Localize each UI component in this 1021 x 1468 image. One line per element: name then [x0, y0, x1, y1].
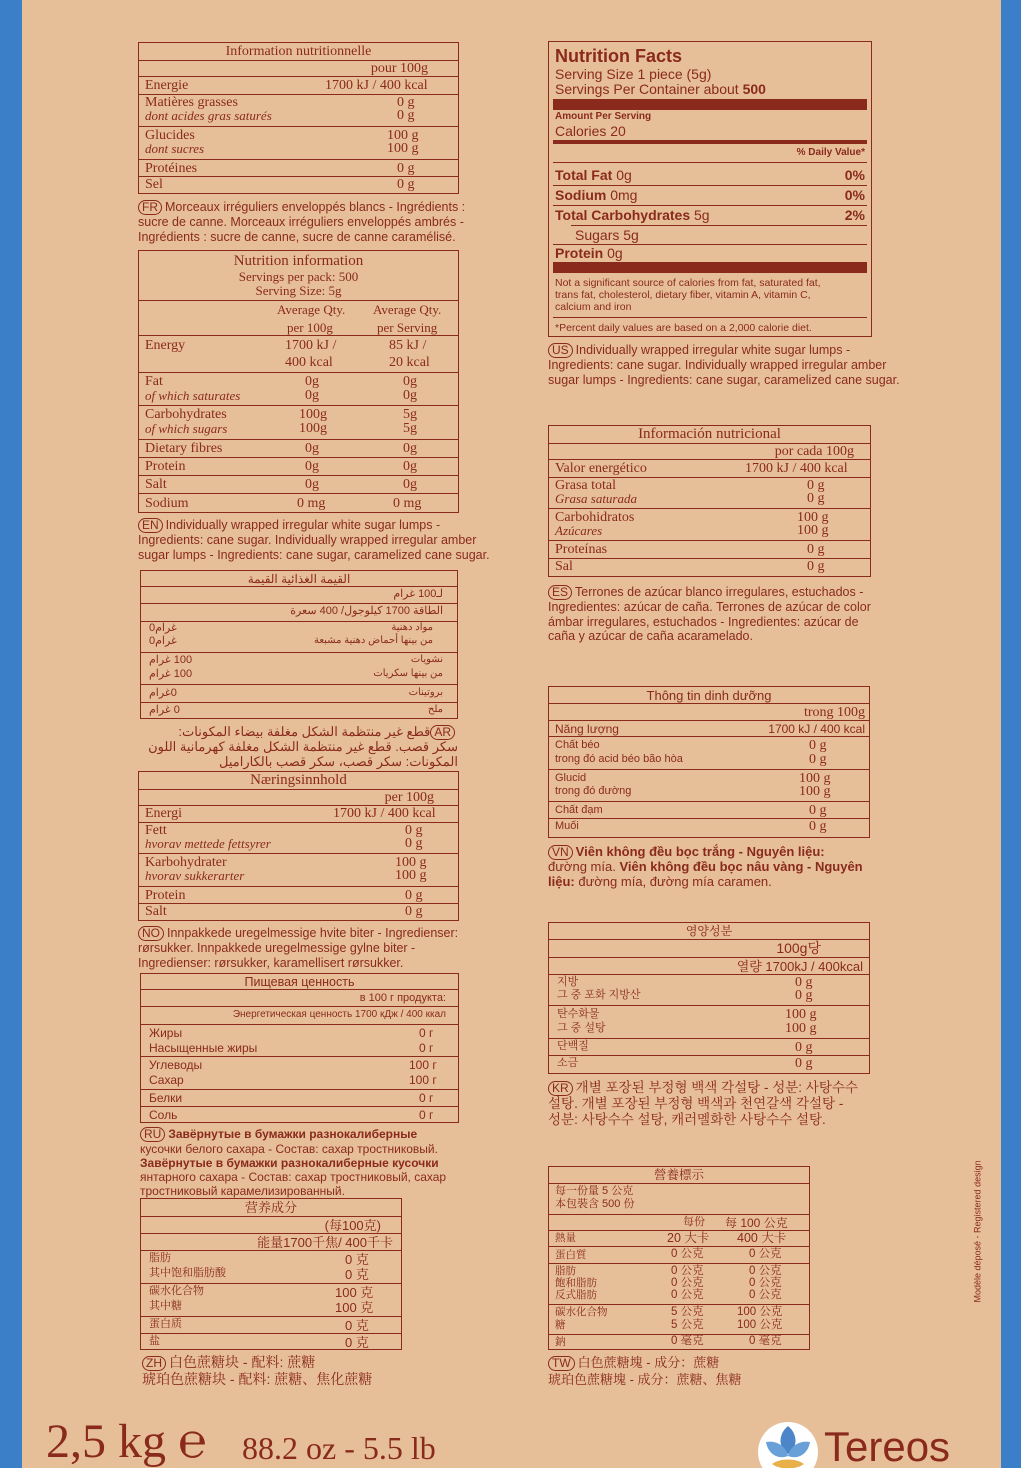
en-salt-label: Salt — [145, 477, 167, 492]
vn-ingredients — [548, 845, 863, 889]
es-sat-value: 0 g — [807, 491, 825, 506]
es-sat-label: Grasa saturada — [555, 491, 637, 506]
es-per: por cada 100g — [774, 444, 854, 459]
en-note-line1: Individually wrapped irregular white sugar lumps - — [165, 518, 441, 532]
no-salt-value: 0 g — [405, 904, 423, 919]
tw-trans-serv: 0 公克 — [671, 1289, 704, 1301]
kr-title: 영양성분 — [685, 924, 733, 938]
vn-energy-value: 1700 kJ / 400 kcal — [768, 722, 865, 736]
no-nutrition-table — [138, 771, 459, 921]
fr-per: pour 100g — [370, 61, 428, 76]
zh-badge: ZH — [142, 1356, 166, 1371]
tw-energy-label: 熱量 — [555, 1232, 576, 1244]
zh-sat-value: 0 克 — [345, 1267, 369, 1282]
es-fat-label: Grasa total — [555, 478, 617, 493]
ar-fat-label: مواد دهنية — [391, 622, 433, 633]
package-panel — [22, 0, 1001, 1468]
us-fat-label: Total Fat — [555, 167, 613, 183]
fr-sugars-value: 100 g — [387, 141, 419, 156]
fr-ingredients — [138, 200, 465, 244]
ar-carb-value: 100 غرام — [149, 654, 193, 666]
zh-fat-label: 脂肪 — [149, 1252, 171, 1264]
us-badge: US — [548, 343, 573, 358]
ar-sugars-label: من بينها سكريات — [373, 668, 443, 679]
ar-badge: AR — [430, 725, 455, 740]
vn-carb-value: 100 g — [799, 771, 831, 786]
vn-protein-value: 0 g — [809, 803, 827, 818]
zh-note-line2: 琥珀色蔗糖块 - 配料: 蔗糖、焦化蔗糖 — [142, 1371, 373, 1387]
estimated-sign-icon: ℮ — [178, 1415, 207, 1468]
tw-protein-label: 蛋白質 — [555, 1249, 587, 1261]
en-sugars-100g: 100g — [299, 421, 327, 436]
es-carb-label: Carbohidratos — [555, 510, 635, 525]
tw-servings: 本包裝含 500 份 — [555, 1198, 635, 1210]
net-weight-imperial: 88.2 oz - 5.5 lb — [242, 1430, 436, 1466]
zh-sugars-label: 其中糖 — [149, 1300, 182, 1312]
fr-salt-label: Sel — [145, 177, 163, 192]
tereos-flower-icon — [756, 1420, 820, 1468]
fr-sugars-label: dont sucres — [145, 141, 205, 156]
en-sat-100g: 0g — [305, 388, 319, 403]
tw-note-line2: 琥珀色蔗糖塊 - 成分：蔗糖、焦糖 — [548, 1372, 742, 1387]
vn-note-line3a: liệu: — [548, 873, 579, 889]
en-fibre-serv: 0g — [403, 441, 417, 456]
net-weight — [46, 1415, 207, 1468]
us-thick-rule-top — [553, 99, 867, 110]
vn-title: Thông tin dinh dưỡng — [646, 688, 772, 703]
es-title: Información nutricional — [638, 426, 781, 442]
es-note-line3: ámbar irregulares, estuchados - Ingredientes: azúcar de — [548, 614, 859, 629]
ru-sat-value: 0 г — [419, 1041, 434, 1055]
en-energy-serv-kcal: 20 kcal — [389, 355, 430, 370]
tw-sugar-label: 糖 — [555, 1319, 566, 1331]
kr-fat-value: 0 g — [795, 975, 813, 990]
ar-fat-value: 0غرام — [149, 622, 177, 634]
en-col2-sub: per Serving — [377, 320, 438, 335]
tw-col2-head: 每 100 公克 — [725, 1216, 788, 1230]
us-fine-print-line1: Not a significant source of calories from fat, saturated fat, — [555, 277, 821, 289]
fr-note-line3: Ingrédients : sucre de canne, sucre de canne caramélisé. — [138, 229, 456, 244]
us-sugars: Sugars 5g — [575, 227, 639, 243]
us-note-line3: sugar lumps - Ingredients: cane sugar, caramelized cane sugar. — [548, 372, 900, 387]
ru-salt-value: 0 г — [419, 1108, 434, 1122]
fr-note-line2: sucre de canne. Morceaux irréguliers enveloppés ambrés - — [138, 215, 464, 229]
kr-note-line2: 설탕. 개별 포장된 부정형 백색과 천연갈색 각설탕 - — [548, 1096, 844, 1111]
en-col1-sub: per 100g — [287, 320, 333, 335]
ar-ingredients — [138, 725, 458, 769]
tereos-wordmark: Tereos — [824, 1423, 951, 1468]
es-energy-label: Valor energético — [555, 461, 647, 476]
no-fat-value: 0 g — [405, 823, 423, 838]
zh-note-line1: 白色蔗糖块 - 配料: 蔗糖 — [169, 1354, 316, 1370]
en-sodium-label: Sodium — [145, 496, 189, 511]
tw-sat-label: 飽和脂肪 — [555, 1277, 597, 1289]
us-ingredients — [548, 343, 900, 387]
tw-fat-label: 脂肪 — [555, 1265, 576, 1277]
fr-energy-label: Energie — [145, 78, 189, 93]
us-thick-rule-bottom — [553, 262, 867, 273]
es-note-line4: caña y azúcar de caña acaramelado. — [548, 629, 753, 643]
us-servings-per-container — [555, 82, 766, 96]
us-sodium — [555, 188, 637, 202]
zh-ingredients — [142, 1354, 372, 1388]
zh-sat-label: 其中饱和脂肪酸 — [149, 1267, 226, 1279]
es-salt-value: 0 g — [807, 559, 825, 574]
no-note-line3: Ingredienser: rørsukker, karamellisert rørsukker. — [138, 955, 404, 970]
zh-carb-label: 碳水化合物 — [149, 1285, 204, 1297]
no-energy-value: 1700 kJ / 400 kcal — [333, 806, 436, 821]
en-sodium-100g: 0 mg — [297, 496, 326, 511]
ru-ingredients — [140, 1127, 446, 1198]
tw-energy-serv: 20 大卡 — [667, 1231, 710, 1245]
kr-salt-value: 0 g — [795, 1056, 813, 1071]
vn-salt-label: Muối — [555, 820, 579, 832]
us-protein — [555, 246, 623, 260]
us-note-line1: Individually wrapped irregular white sugar lumps - — [575, 343, 851, 357]
en-protein-100g: 0g — [305, 459, 319, 474]
ru-carb-value: 100 г — [409, 1058, 437, 1072]
en-servings: Servings per pack: 500 — [238, 269, 359, 284]
tw-carb-100g: 100 公克 — [737, 1306, 783, 1318]
no-carb-value: 100 g — [395, 855, 427, 870]
en-badge: EN — [138, 518, 163, 533]
en-col1-head: Average Qty. — [277, 302, 346, 317]
en-protein-label: Protein — [145, 459, 186, 474]
vn-sat-value: 0 g — [809, 752, 827, 767]
vn-badge: VN — [548, 845, 573, 860]
en-fat-label: Fat — [145, 374, 163, 389]
es-note-line1: Terrones de azúcar blanco irregulares, estuchados - — [575, 585, 864, 599]
us-fine-print-line2: trans fat, cholesterol, dietary fiber, vitamin A, vitamin C, — [555, 289, 811, 301]
vn-fat-value: 0 g — [809, 738, 827, 753]
no-salt-label: Salt — [145, 904, 167, 919]
kr-energy: 열량 1700kJ / 400kcal — [736, 959, 863, 974]
no-title: Næringsinnhold — [250, 772, 347, 788]
ru-sugars-label: Сахар — [149, 1073, 184, 1087]
ar-sat-label: من بينها أحماض دهنية مشبعة — [313, 635, 433, 646]
ar-sat-value: 0غرام — [149, 635, 177, 647]
en-energy-label: Energy — [145, 338, 186, 353]
tw-protein-serv: 0 公克 — [671, 1248, 704, 1260]
ru-energy: Энергетическая ценность 1700 кДж / 400 ккал — [232, 1009, 446, 1020]
en-title: Nutrition information — [233, 253, 364, 269]
vn-sugars-value: 100 g — [799, 784, 831, 799]
tw-sat-100g: 0 公克 — [749, 1277, 782, 1289]
tw-badge: TW — [548, 1356, 575, 1371]
us-fat-value: 0g — [616, 167, 632, 183]
us-footnote: *Percent daily values are based on a 2,000 calorie diet. — [555, 322, 812, 334]
en-ingredients — [138, 518, 490, 562]
kr-note-line1: 개별 포장된 부정형 백색 각설탕 - 성분: 사탕수수 — [575, 1080, 858, 1095]
us-serving-size: Serving Size 1 piece (5g) — [555, 66, 712, 82]
en-salt-serv: 0g — [403, 477, 417, 492]
kr-sugars-label: 그 중 설탕 — [557, 1022, 606, 1034]
ru-note-line2: кусочки белого сахара - Состав: сахар тростниковый. — [140, 1142, 438, 1156]
ar-protein-value: 0غرام — [149, 687, 177, 699]
es-fat-value: 0 g — [807, 478, 825, 493]
fr-nutrition-table — [138, 42, 459, 194]
fr-protein-label: Protéines — [145, 161, 198, 176]
us-title: Nutrition Facts — [555, 46, 683, 66]
es-protein-label: Proteínas — [555, 542, 608, 557]
us-carb-value: 5g — [694, 207, 710, 223]
us-fat-percent: 0% — [844, 167, 865, 183]
en-sat-serv: 0g — [403, 388, 417, 403]
es-nutrition-table — [548, 425, 871, 577]
ar-salt-label: ملح — [427, 704, 443, 715]
tw-sat-serv: 0 公克 — [671, 1277, 704, 1289]
es-sugars-label: Azúcares — [555, 523, 603, 538]
no-energy-label: Energi — [145, 806, 183, 821]
zh-sugars-value: 100 克 — [335, 1300, 374, 1315]
us-total-fat — [555, 168, 632, 182]
tw-title: 營養標示 — [653, 1168, 704, 1182]
us-amount-per-serving: Amount Per Serving — [555, 111, 652, 122]
tw-trans-100g: 0 公克 — [749, 1289, 782, 1301]
ru-note-line4: янтарного сахара - Состав: сахар тростниковый, сахар — [140, 1170, 447, 1184]
en-fat-100g: 0g — [305, 374, 319, 389]
tw-sodium-100g: 0 毫克 — [749, 1335, 782, 1347]
fr-note-line1: Morceaux irréguliers enveloppés blancs - Ingrédients : — [165, 200, 466, 214]
ar-energy: الطاقة 1700 كيلوجول/ 400 سعرة — [290, 605, 443, 617]
tw-energy-100g: 400 大卡 — [737, 1231, 787, 1245]
vn-note-line2a: đường mía. — [548, 859, 620, 874]
ar-sugars-value: 100 غرام — [149, 668, 193, 680]
ru-note-line5: тростниковый карамелизированный. — [140, 1184, 345, 1198]
ru-salt-label: Соль — [149, 1108, 178, 1122]
en-fibre-label: Dietary fibres — [145, 441, 223, 456]
en-energy-100g-kj: 1700 kJ / — [285, 338, 337, 353]
fr-fat-label: Matières grasses — [145, 95, 238, 110]
en-note-line2: Ingredients: cane sugar. Individually wrapped irregular amber — [138, 533, 477, 547]
kr-per: 100g당 — [776, 940, 821, 956]
vn-salt-value: 0 g — [809, 819, 827, 834]
zh-protein-value: 0 克 — [345, 1318, 369, 1333]
ar-salt-value: 0 غرام — [149, 704, 180, 716]
zh-carb-value: 100 克 — [335, 1285, 374, 1300]
tw-fat-100g: 0 公克 — [749, 1265, 782, 1277]
no-carb-label: Karbohydrater — [145, 855, 227, 870]
es-carb-value: 100 g — [797, 510, 829, 525]
no-sugars-value: 100 g — [395, 868, 427, 883]
ru-fat-label: Жиры — [149, 1026, 183, 1040]
no-per: per 100g — [384, 790, 434, 805]
ar-note-line3: المكونات: سكر قصب، سكر قصب بالكاراميل — [219, 753, 458, 769]
vn-note-line2b: Viên không đều bọc nâu vàng - Nguyên — [619, 859, 863, 874]
vn-note-line1: Viên không đều bọc trắng - Nguyên liệu: — [575, 844, 825, 859]
kr-protein-label: 단백질 — [557, 1040, 589, 1052]
vn-note-line3b: đường mía, đường mía caramen. — [578, 873, 772, 889]
no-badge: NO — [138, 926, 164, 941]
en-fat-serv: 0g — [403, 374, 417, 389]
us-carbohydrates — [555, 208, 710, 222]
en-sodium-serv: 0 mg — [393, 496, 422, 511]
us-daily-value-header: % Daily Value* — [796, 147, 865, 158]
no-protein-label: Protein — [145, 888, 186, 903]
zh-protein-label: 蛋白质 — [149, 1318, 182, 1330]
ar-note-line1: قطع غير منتظمة الشكل مغلفة بيضاء المكونات: — [178, 724, 431, 739]
no-sat-label: hvorav mettede fettsyrer — [145, 836, 271, 851]
ru-per: в 100 г продукта: — [359, 992, 446, 1004]
ar-nutrition-table — [140, 570, 458, 719]
vn-sugars-label: trong đó đường — [555, 785, 632, 797]
kr-nutrition-table — [548, 922, 870, 1074]
tw-ingredients — [548, 1354, 742, 1388]
us-note-line2: Ingredients: cane sugar. Individually wrapped irregular amber — [548, 358, 887, 372]
en-note-line3: sugar lumps - Ingredients: cane sugar, caramelized cane sugar. — [138, 547, 490, 562]
us-protein-value: 0g — [607, 245, 623, 261]
es-note-line2: Ingredientes: azúcar de caña. Terrones de azúcar de color — [548, 600, 871, 614]
ru-sat-label: Насыщенные жиры — [149, 1041, 258, 1055]
en-salt-100g: 0g — [305, 477, 319, 492]
en-carb-100g: 100g — [299, 407, 327, 422]
ar-carb-label: نشويات — [410, 654, 443, 665]
fr-protein-value: 0 g — [397, 161, 415, 176]
ru-title: Пищевая ценность — [244, 975, 355, 989]
no-note-line2: rørsukker. Innpakkede uregelmessige gylne biter - — [138, 941, 416, 955]
us-calories: Calories 20 — [555, 123, 626, 139]
zh-salt-value: 0 克 — [345, 1335, 369, 1350]
tw-nutrition-table — [548, 1166, 810, 1350]
no-sat-value: 0 g — [405, 836, 423, 851]
en-sat-label: of which saturates — [145, 388, 241, 403]
tw-trans-label: 反式脂肪 — [555, 1289, 597, 1301]
ru-sugars-value: 100 г — [409, 1073, 437, 1087]
kr-carb-value: 100 g — [785, 1007, 817, 1022]
fr-salt-value: 0 g — [397, 177, 415, 192]
no-ingredients — [138, 926, 458, 970]
kr-sat-value: 0 g — [795, 988, 813, 1003]
kr-salt-label: 소금 — [557, 1057, 579, 1069]
ru-carb-label: Углеводы — [149, 1058, 203, 1072]
net-weight-metric: 2,5 kg — [46, 1415, 166, 1468]
es-energy-value: 1700 kJ / 400 kcal — [745, 461, 848, 476]
no-protein-value: 0 g — [405, 888, 423, 903]
ru-note-line1: Завёрнутые в бумажки разнокалиберные — [168, 1127, 418, 1141]
vn-sat-label: trong đó acid béo bão hòa — [555, 753, 683, 765]
es-ingredients — [548, 585, 871, 644]
vn-fat-label: Chất béo — [555, 739, 600, 751]
ru-protein-value: 0 г — [419, 1091, 434, 1105]
zh-nutrition-table — [140, 1198, 402, 1350]
tereos-logo — [756, 1418, 996, 1468]
es-badge: ES — [548, 585, 572, 600]
tw-col1-head: 每份 — [683, 1216, 705, 1228]
tw-note-line1: 白色蔗糖塊 - 成分：蔗糖 — [577, 1355, 720, 1370]
en-serving-size: Serving Size: 5g — [255, 283, 342, 298]
ru-note-line3: Завёрнутые в бумажки разнокалиберные кусочки — [140, 1156, 439, 1170]
es-sugars-value: 100 g — [797, 523, 829, 538]
us-sodium-percent: 0% — [844, 187, 865, 203]
tw-carb-label: 碳水化合物 — [555, 1306, 608, 1318]
registered-design-note: Modèle déposé - Registered design — [972, 1160, 983, 1303]
us-sodium-value: 0mg — [610, 187, 638, 203]
en-carb-label: Carbohydrates — [145, 407, 227, 422]
kr-carb-label: 탄수화물 — [557, 1008, 600, 1020]
ru-fat-value: 0 г — [419, 1026, 434, 1040]
us-fine-print-line3: calcium and iron — [555, 301, 632, 313]
tw-carb-serv: 5 公克 — [671, 1306, 704, 1318]
ar-protein-label: بروتينات — [408, 687, 443, 698]
zh-per: (每100克) — [324, 1218, 381, 1233]
vn-protein-label: Chất đạm — [555, 804, 603, 816]
us-carb-label: Total Carbohydrates — [555, 207, 691, 223]
ar-per: لـ100 غرام — [393, 588, 443, 600]
us-nutrition-facts — [548, 41, 872, 337]
fr-carb-value: 100 g — [387, 128, 419, 143]
zh-title: 营养成分 — [244, 1200, 297, 1215]
en-sugars-serv: 5g — [403, 421, 417, 436]
kr-sugars-value: 100 g — [785, 1021, 817, 1036]
kr-fat-label: 지방 — [557, 976, 579, 988]
no-fat-label: Fett — [145, 823, 167, 838]
no-note-line1: Innpakkede uregelmessige hvite biter - Ingredienser: — [167, 926, 459, 940]
en-energy-100g-kcal: 400 kcal — [285, 355, 333, 370]
ar-note-line2: سكر قصب. قطع غير منتظمة الشكل مغلفة كهرمانية اللون — [148, 739, 458, 754]
fr-energy-value: 1700 kJ / 400 kcal — [325, 78, 428, 93]
us-sodium-label: Sodium — [555, 187, 607, 203]
kr-protein-value: 0 g — [795, 1040, 813, 1055]
es-salt-label: Sal — [555, 559, 573, 574]
kr-ingredients — [548, 1080, 858, 1128]
en-nutrition-table — [138, 250, 459, 513]
fr-title: Information nutritionnelle — [225, 44, 372, 59]
us-per-container-value: 500 — [742, 81, 766, 97]
en-fibre-100g: 0g — [305, 441, 319, 456]
tw-sugar-100g: 100 公克 — [737, 1319, 783, 1331]
en-carb-serv: 5g — [403, 407, 417, 422]
tw-sugar-serv: 5 公克 — [671, 1319, 704, 1331]
us-per-container-label: Servings Per Container about — [555, 81, 743, 97]
ru-badge: RU — [140, 1127, 165, 1142]
tw-sodium-label: 鈉 — [555, 1336, 566, 1348]
en-col2-head: Average Qty. — [373, 302, 442, 317]
ru-nutrition-table — [140, 973, 459, 1123]
us-protein-label: Protein — [555, 245, 604, 261]
ru-protein-label: Белки — [149, 1091, 183, 1105]
fr-carb-label: Glucides — [145, 128, 195, 143]
es-protein-value: 0 g — [807, 542, 825, 557]
tw-fat-serv: 0 公克 — [671, 1265, 704, 1277]
vn-per: trong 100g — [803, 705, 865, 720]
kr-badge: KR — [548, 1081, 573, 1096]
us-carb-percent: 2% — [844, 207, 865, 223]
vn-nutrition-table — [548, 686, 870, 838]
zh-fat-value: 0 克 — [345, 1252, 369, 1267]
zh-salt-label: 盐 — [149, 1335, 160, 1347]
tw-serving-size: 每一份量 5 公克 — [555, 1185, 634, 1197]
en-energy-serv-kj: 85 kJ / — [389, 338, 427, 353]
fr-fat-value: 0 g — [397, 95, 415, 110]
zh-energy: 能量1700千焦/ 400千卡 — [257, 1235, 393, 1250]
fr-sat-value: 0 g — [397, 108, 415, 123]
no-sugars-label: hvorav sukkerarter — [145, 868, 245, 883]
vn-energy-label: Năng lượng — [555, 722, 619, 736]
fr-badge: FR — [138, 200, 162, 215]
tw-protein-100g: 0 公克 — [749, 1248, 782, 1260]
en-sugars-label: of which sugars — [145, 421, 228, 436]
ar-title: القيمة الغذائية القيمة — [247, 572, 351, 586]
en-protein-serv: 0g — [403, 459, 417, 474]
kr-sat-label: 그 중 포화 지방산 — [557, 989, 641, 1001]
vn-carb-label: Glucid — [555, 772, 587, 784]
kr-note-line3: 성분: 사탕수수 설탕, 캐러멜화한 사탕수수 설탕. — [548, 1112, 826, 1127]
fr-sat-label: dont acides gras saturés — [145, 108, 272, 123]
tw-sodium-serv: 0 毫克 — [671, 1335, 704, 1347]
